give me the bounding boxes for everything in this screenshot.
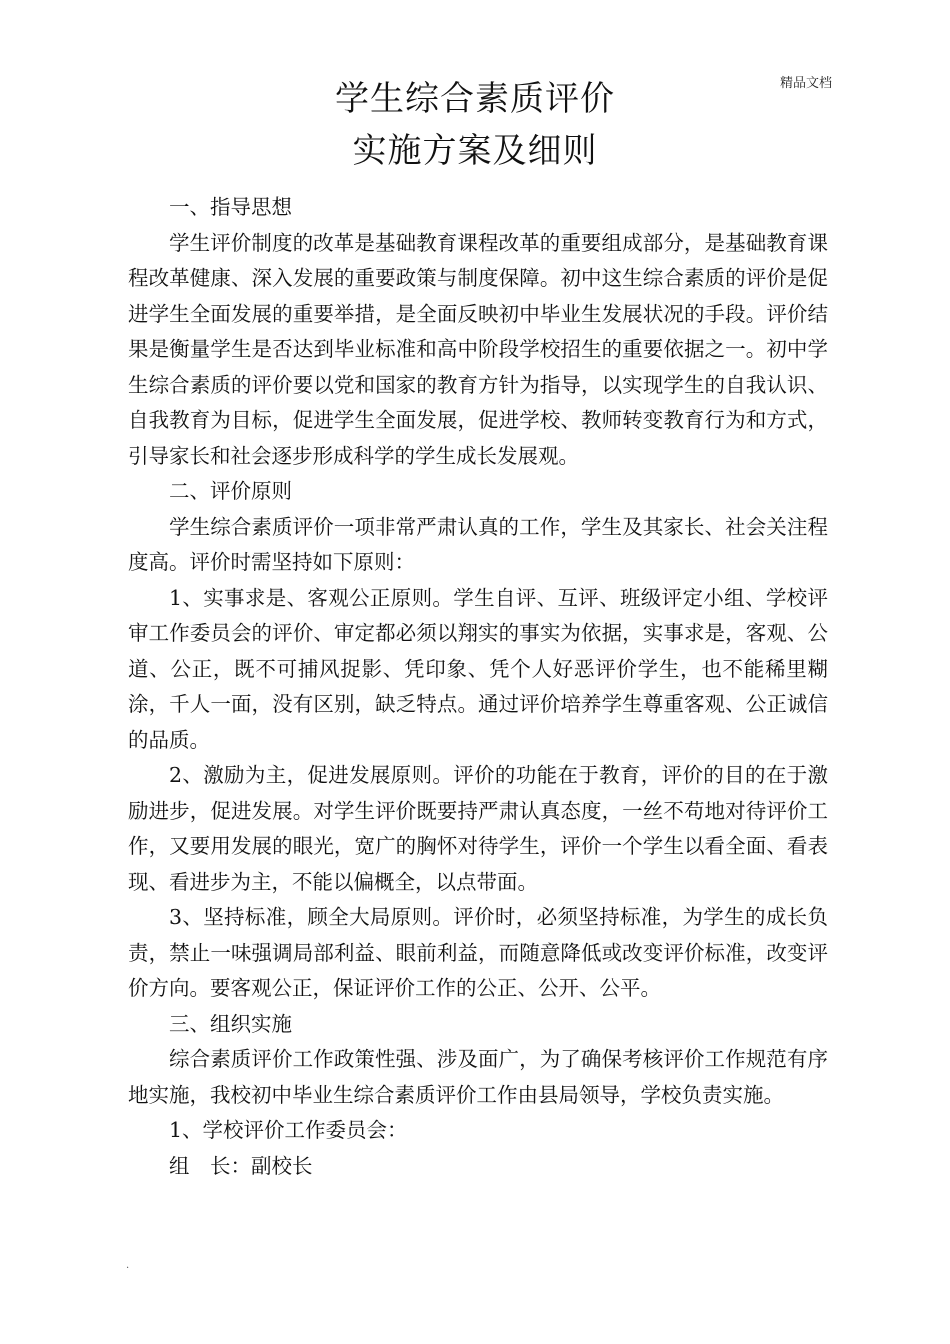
paragraph-principle-1: 1、实事求是、客观公正原则。学生自评、互评、班级评定小组、学校评审工作委员会的评价、审定都必须以翔实的事实为依据，实事求是，客观、公道、公正，既不可捕风捉影、凭印象、凭个人好恶评价学生，也不能稀里糊涂，千人一面，没有区别，缺乏特点。通过评价培养学生尊重客观、公正诚信的品质。 <box>128 585 828 752</box>
paragraph-committee: 1、学校评价工作委员会： <box>169 1118 408 1142</box>
paragraph-principle-3: 3、坚持标准，顾全大局原则。评价时，必须坚持标准，为学生的成长负责，禁止一味强调局部利益、眼前利益，而随意降低或改变评价标准，改变评价方向。要客观公正，保证评价工作的公正、公开、公平。 <box>128 905 828 1000</box>
paragraph-guiding-ideology: 学生评价制度的改革是基础教育课程改革的重要组成部分，是基础教育课程改革健康、深入发展的重要政策与制度保障。初中这生综合素质的评价是促进学生全面发展的重要举措，是全面反映初中毕业生发展状况的手段。评价结果是衡量学生是否达到毕业标准和高中阶段学校招生的重要依据之一。初中学生综合素质的评价要以党和国家的教育方针为指导，以实现学生的自我认识、自我教育为目标，促进学生全面发展，促进学校、教师转变教育行为和方式，引导家长和社会逐步形成科学的学生成长发展观。 <box>128 230 828 468</box>
paragraph-principles-intro: 学生综合素质评价一项非常严肃认真的工作，学生及其家长、社会关注程度高。评价时需坚持如下原则： <box>128 514 828 574</box>
document-body <box>128 190 828 1184</box>
section-heading-guiding-ideology: 一、指导思想 <box>169 195 292 219</box>
document-title-line2: 实施方案及细则 <box>352 131 598 171</box>
section-heading-principles: 二、评价原则 <box>169 479 292 503</box>
footer-mark: . <box>126 1260 130 1271</box>
header-tag: 精品文档 <box>779 76 832 91</box>
document-title-line1: 学生综合素质评价 <box>335 79 615 119</box>
paragraph-committee-leader: 组 长：副校长 <box>169 1153 313 1178</box>
paragraph-principle-2: 2、激励为主，促进发展原则。评价的功能在于教育，评价的目的在于激励进步，促进发展。对学生评价既要持严肃认真态度，一丝不苟地对待评价工作，又要用发展的眼光，宽广的胸怀对待学生，评价一个学生以看全面、看表现、看进步为主，不能以偏概全，以点带面。 <box>128 763 828 894</box>
paragraph-implementation: 综合素质评价工作政策性强、涉及面广，为了确保考核评价工作规范有序地实施，我校初中毕业生综合素质评价工作由县局领导，学校负责实施。 <box>128 1047 828 1107</box>
section-heading-implementation: 三、组织实施 <box>169 1011 292 1036</box>
